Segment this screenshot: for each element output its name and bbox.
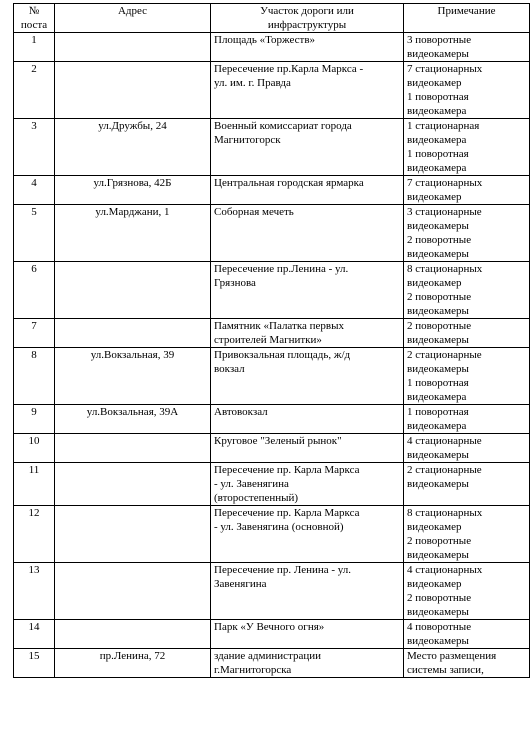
header-road-section xyxy=(211,4,404,33)
road-section-cell xyxy=(211,33,404,62)
text-line: 8 стационарных xyxy=(407,263,483,275)
table-row xyxy=(14,319,530,348)
note-cell xyxy=(404,506,530,563)
note-cell xyxy=(404,649,530,678)
text-line: 1 поворотная xyxy=(407,406,469,418)
text-line: видеокамеры xyxy=(407,449,469,461)
text-line: Площадь «Торжеств» xyxy=(214,34,316,46)
post-number-cell: 14 xyxy=(14,620,55,649)
text-line: видеокамеры xyxy=(407,549,469,561)
text-line: видеокамеры xyxy=(407,635,469,647)
text-line: видеокамеры xyxy=(407,606,469,618)
text-line: строителей Магнитки» xyxy=(214,334,322,346)
text-line: ул. им. г. Правда xyxy=(214,77,291,89)
road-section-cell xyxy=(211,62,404,119)
road-section-cell xyxy=(211,119,404,176)
post-number-cell: 9 xyxy=(14,405,55,434)
text-line: ул.Дружбы, 24 xyxy=(98,120,167,132)
text-line: видеокамеры xyxy=(407,478,469,490)
table-body xyxy=(14,33,530,678)
post-number-cell: 15 xyxy=(14,649,55,678)
post-number-cell: 5 xyxy=(14,205,55,262)
table-row xyxy=(14,262,530,319)
text-line: Магнитогорск xyxy=(214,134,281,146)
road-section-cell xyxy=(211,649,404,678)
text-line: Привокзальная площадь, ж/д xyxy=(214,349,351,361)
text-line: Пересечение пр. Карла Маркса xyxy=(214,464,360,476)
text-line: 1 поворотная xyxy=(407,148,469,160)
text-line: видеокамеры xyxy=(407,220,469,232)
address-cell xyxy=(55,33,211,62)
table-row xyxy=(14,348,530,405)
text-line: Памятник «Палатка первых xyxy=(214,320,345,332)
post-number-cell: 4 xyxy=(14,176,55,205)
address-cell xyxy=(55,563,211,620)
text-line: видеокамера xyxy=(407,420,467,432)
text-line: видеокамеры xyxy=(407,363,469,375)
note-cell xyxy=(404,348,530,405)
address-cell xyxy=(55,463,211,506)
text-line: ул.Вокзальная, 39 xyxy=(90,349,175,361)
text-line: видеокамеры xyxy=(407,248,469,260)
address-cell xyxy=(55,119,211,176)
road-section-cell xyxy=(211,620,404,649)
road-section-cell xyxy=(211,563,404,620)
text-line: 2 поворотные xyxy=(407,234,472,246)
road-section-cell xyxy=(211,463,404,506)
text-line: Участок дороги или xyxy=(260,5,354,17)
text-line: Военный комиссариат города xyxy=(214,120,352,132)
note-cell xyxy=(404,463,530,506)
text-line: Адрес xyxy=(117,5,148,17)
header-post-number xyxy=(14,4,55,33)
table-row xyxy=(14,649,530,678)
text-line: видеокамера xyxy=(407,391,467,403)
text-line: Пересечение пр.Карла Маркса - xyxy=(214,63,364,75)
address-cell xyxy=(55,405,211,434)
text-line: 2 стационарные xyxy=(407,464,482,476)
text-line: г.Магнитогорска xyxy=(214,664,292,676)
text-line: Завенягина xyxy=(214,578,267,590)
table-row xyxy=(14,563,530,620)
text-line: Место размещения xyxy=(407,650,497,662)
text-line: 2 поворотные xyxy=(407,291,472,303)
text-line: Пересечение пр. Ленина - ул. xyxy=(214,564,352,576)
text-line: 1 стационарная xyxy=(407,120,480,132)
text-line: - ул. Завенягина xyxy=(214,478,289,490)
address-cell xyxy=(55,62,211,119)
text-line: Грязнова xyxy=(214,277,256,289)
table-row xyxy=(14,463,530,506)
text-line: поста xyxy=(20,19,48,31)
address-cell xyxy=(55,176,211,205)
text-line: 1 поворотная xyxy=(407,377,469,389)
address-cell xyxy=(55,319,211,348)
text-line: инфраструктуры xyxy=(267,19,347,31)
header-address xyxy=(55,4,211,33)
text-line: Пересечение пр.Ленина - ул. xyxy=(214,263,349,275)
note-cell xyxy=(404,262,530,319)
text-line: ул.Марджани, 1 xyxy=(95,206,170,218)
text-line: видеокамера xyxy=(407,134,467,146)
post-number-cell: 11 xyxy=(14,463,55,506)
note-cell xyxy=(404,62,530,119)
road-section-cell xyxy=(211,176,404,205)
post-number-cell: 7 xyxy=(14,319,55,348)
text-line: Автовокзал xyxy=(214,406,268,418)
text-line: здание администрации xyxy=(214,650,321,662)
table-row xyxy=(14,506,530,563)
address-cell xyxy=(55,262,211,319)
table-row xyxy=(14,119,530,176)
text-line: пр.Ленина, 72 xyxy=(99,650,166,662)
text-line: видеокамера xyxy=(407,105,467,117)
table-row xyxy=(14,62,530,119)
text-line: ул.Вокзальная, 39А xyxy=(86,406,179,418)
address-cell xyxy=(55,348,211,405)
road-section-cell xyxy=(211,319,404,348)
address-cell xyxy=(55,506,211,563)
text-line: видеокамер xyxy=(407,277,462,289)
text-line: вокзал xyxy=(214,363,245,375)
table-row xyxy=(14,434,530,463)
text-line: 4 стационарных xyxy=(407,564,483,576)
text-line: Центральная городская ярмарка xyxy=(214,177,364,189)
table-row xyxy=(14,33,530,62)
address-cell xyxy=(55,434,211,463)
post-number-cell: 1 xyxy=(14,33,55,62)
road-section-cell xyxy=(211,405,404,434)
text-line: видеокамер xyxy=(407,521,462,533)
text-line: 3 стационарные xyxy=(407,206,482,218)
post-number-cell: 10 xyxy=(14,434,55,463)
post-number-cell: 8 xyxy=(14,348,55,405)
text-line: видеокамер xyxy=(407,191,462,203)
text-line: Пересечение пр. Карла Маркса xyxy=(214,507,360,519)
text-line: видеокамеры xyxy=(407,305,469,317)
text-line: 7 стационарных xyxy=(407,177,483,189)
note-cell xyxy=(404,176,530,205)
post-number-cell: 2 xyxy=(14,62,55,119)
post-number-cell: 13 xyxy=(14,563,55,620)
text-line: видеокамера xyxy=(407,162,467,174)
text-line: Соборная мечеть xyxy=(214,206,294,218)
table-header-row xyxy=(14,4,530,33)
address-cell xyxy=(55,620,211,649)
text-line: - ул. Завенягина (основной) xyxy=(214,521,344,533)
text-line: 1 поворотная xyxy=(407,91,469,103)
text-line: видеокамеры xyxy=(407,48,469,60)
note-cell xyxy=(404,33,530,62)
note-cell xyxy=(404,620,530,649)
table-row xyxy=(14,620,530,649)
text-line: 8 стационарных xyxy=(407,507,483,519)
text-line: (второстепенный) xyxy=(214,492,299,504)
text-line: видеокамер xyxy=(407,578,462,590)
text-line: № xyxy=(28,5,40,17)
table-row xyxy=(14,176,530,205)
text-line: 2 поворотные xyxy=(407,535,472,547)
text-line: 2 поворотные xyxy=(407,592,472,604)
address-cell xyxy=(55,649,211,678)
note-cell xyxy=(404,119,530,176)
post-number-cell: 12 xyxy=(14,506,55,563)
road-section-cell xyxy=(211,262,404,319)
address-cell xyxy=(55,205,211,262)
road-section-cell xyxy=(211,434,404,463)
post-number-cell: 6 xyxy=(14,262,55,319)
road-section-cell xyxy=(211,506,404,563)
text-line: 4 поворотные xyxy=(407,621,472,633)
text-line: видеокамеры xyxy=(407,334,469,346)
camera-posts-table xyxy=(13,3,530,678)
table-row xyxy=(14,405,530,434)
text-line: видеокамер xyxy=(407,77,462,89)
note-cell xyxy=(404,319,530,348)
text-line: 2 поворотные xyxy=(407,320,472,332)
note-cell xyxy=(404,434,530,463)
post-number-cell: 3 xyxy=(14,119,55,176)
text-line: 4 стационарные xyxy=(407,435,482,447)
note-cell xyxy=(404,205,530,262)
header-note xyxy=(404,4,530,33)
text-line: Примечание xyxy=(437,5,496,17)
text-line: ул.Грязнова, 42Б xyxy=(93,177,172,189)
road-section-cell xyxy=(211,348,404,405)
text-line: 3 поворотные xyxy=(407,34,472,46)
road-section-cell xyxy=(211,205,404,262)
text-line: Парк «У Вечного огня» xyxy=(214,621,325,633)
table-row xyxy=(14,205,530,262)
text-line: Круговое "Зеленый рынок" xyxy=(214,435,342,447)
text-line: 7 стационарных xyxy=(407,63,483,75)
note-cell xyxy=(404,563,530,620)
text-line: 2 стационарные xyxy=(407,349,482,361)
text-line: системы записи, xyxy=(407,664,484,676)
note-cell xyxy=(404,405,530,434)
